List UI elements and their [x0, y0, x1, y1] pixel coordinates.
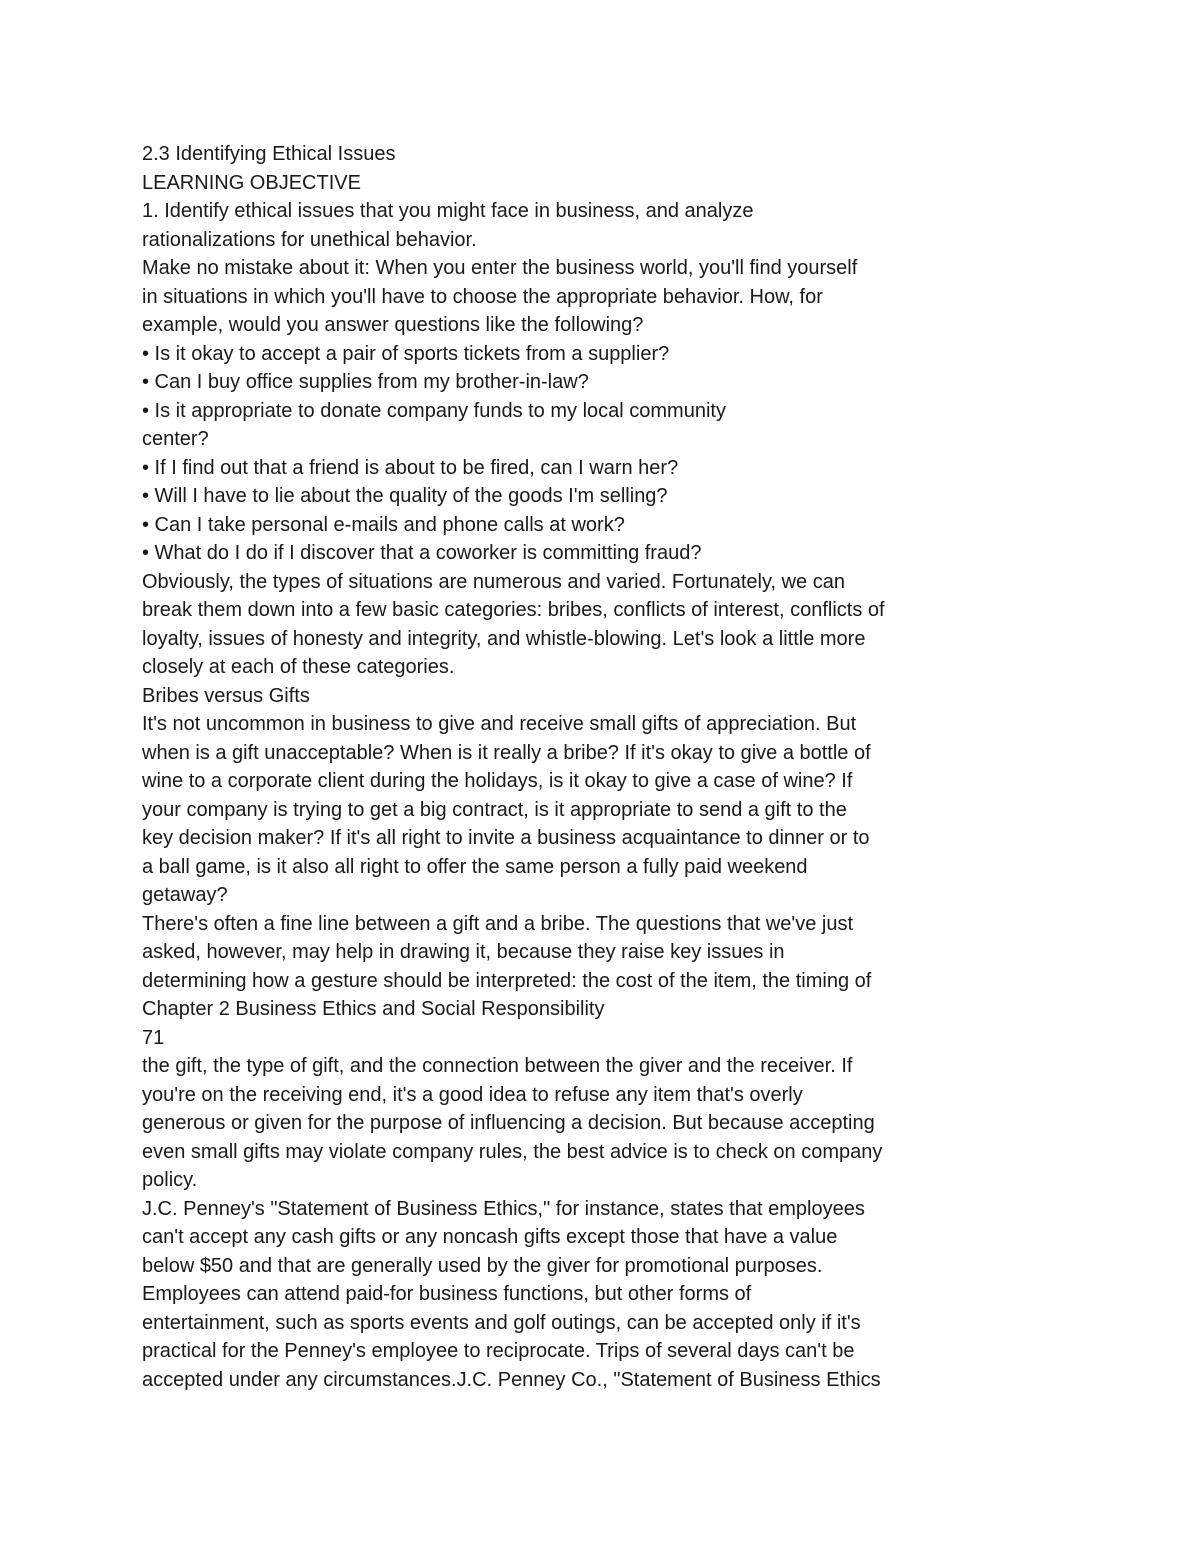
paragraph-line: Employees can attend paid-for business functions, but other forms of: [142, 1283, 752, 1305]
paragraph-line: wine to a corporate client during the holidays, is it okay to give a case of wine? If: [142, 770, 853, 792]
learning-objective-heading: LEARNING OBJECTIVE: [142, 171, 361, 194]
paragraph-line: entertainment, such as sports events and golf outings, can be accepted only if it's: [142, 1311, 861, 1334]
paragraph-line: closely at each of these categories.: [142, 656, 455, 678]
paragraph-line: break them down into a few basic categories: bribes, conflicts of interest, conflicts of: [142, 599, 885, 621]
paragraph-line: the gift, the type of gift, and the connection between the giver and the receiver. If: [142, 1055, 853, 1077]
subsection-heading: Bribes versus Gifts: [142, 684, 310, 707]
paragraph-line: loyalty, issues of honesty and integrity, and whistle-blowing. Let's look a little more: [142, 627, 866, 650]
paragraph-line: even small gifts may violate company rules, the best advice is to check on company: [142, 1140, 883, 1163]
bullet-item: • Is it okay to accept a pair of sports tickets from a supplier?: [142, 342, 670, 365]
page-number: 71: [142, 1026, 165, 1049]
running-footer: Chapter 2 Business Ethics and Social Responsibility: [142, 998, 605, 1020]
paragraph-line: determining how a gesture should be interpreted: the cost of the item, the timing of: [142, 969, 872, 992]
paragraph-line: policy.: [142, 1169, 198, 1191]
paragraph-line: generous or given for the purpose of influencing a decision. But because accepting: [142, 1112, 875, 1134]
bullet-item-continued: center?: [142, 428, 209, 450]
bullet-item: • Can I buy office supplies from my brother-in-law?: [142, 371, 589, 393]
paragraph-line: your company is trying to get a big contract, is it appropriate to send a gift to the: [142, 798, 847, 821]
paragraph-line: in situations in which you'll have to choose the appropriate behavior. How, for: [142, 285, 823, 308]
paragraph-line: getaway?: [142, 884, 228, 906]
paragraph-line: when is a gift unacceptable? When is it really a bribe? If it's okay to give a bottle of: [142, 741, 871, 764]
objective-item: 1. Identify ethical issues that you might face in business, and analyze: [142, 200, 754, 222]
paragraph-line: asked, however, may help in drawing it, because they raise key issues in: [142, 941, 785, 963]
bullet-item: • Can I take personal e-mails and phone calls at work?: [142, 513, 625, 536]
paragraph-line: can't accept any cash gifts or any noncash gifts except those that have a value: [142, 1226, 838, 1248]
paragraph-line: Obviously, the types of situations are numerous and varied. Fortunately, we can: [142, 570, 845, 593]
paragraph-line: Make no mistake about it: When you enter the business world, you'll find yourself: [142, 257, 858, 279]
paragraph-line: practical for the Penney's employee to reciprocate. Trips of several days can't be: [142, 1340, 855, 1362]
bullet-item: • If I find out that a friend is about to be fired, can I warn her?: [142, 456, 679, 479]
paragraph-line: a ball game, is it also all right to offer the same person a fully paid weekend: [142, 855, 808, 878]
bullet-item: • Is it appropriate to donate company funds to my local community: [142, 399, 726, 422]
paragraph-line: accepted under any circumstances.J.C. Penney Co., "Statement of Business Ethics: [142, 1368, 881, 1391]
paragraph-line: you're on the receiving end, it's a good idea to refuse any item that's overly: [142, 1083, 803, 1106]
document-body: [142, 140, 972, 1394]
paragraph-line: There's often a fine line between a gift and a bribe. The questions that we've just: [142, 912, 854, 935]
paragraph-line: It's not uncommon in business to give and receive small gifts of appreciation. But: [142, 713, 857, 735]
section-heading: 2.3 Identifying Ethical Issues: [142, 143, 396, 165]
bullet-item: • Will I have to lie about the quality of the goods I'm selling?: [142, 485, 668, 507]
paragraph-line: J.C. Penney's "Statement of Business Ethics," for instance, states that employees: [142, 1197, 865, 1220]
paragraph-line: key decision maker? If it's all right to invite a business acquaintance to dinner or to: [142, 827, 870, 849]
bullet-item: • What do I do if I discover that a coworker is committing fraud?: [142, 542, 702, 564]
objective-item-continued: rationalizations for unethical behavior.: [142, 228, 477, 251]
paragraph-line: example, would you answer questions like the following?: [142, 314, 644, 336]
paragraph-line: below $50 and that are generally used by the giver for promotional purposes.: [142, 1254, 823, 1277]
